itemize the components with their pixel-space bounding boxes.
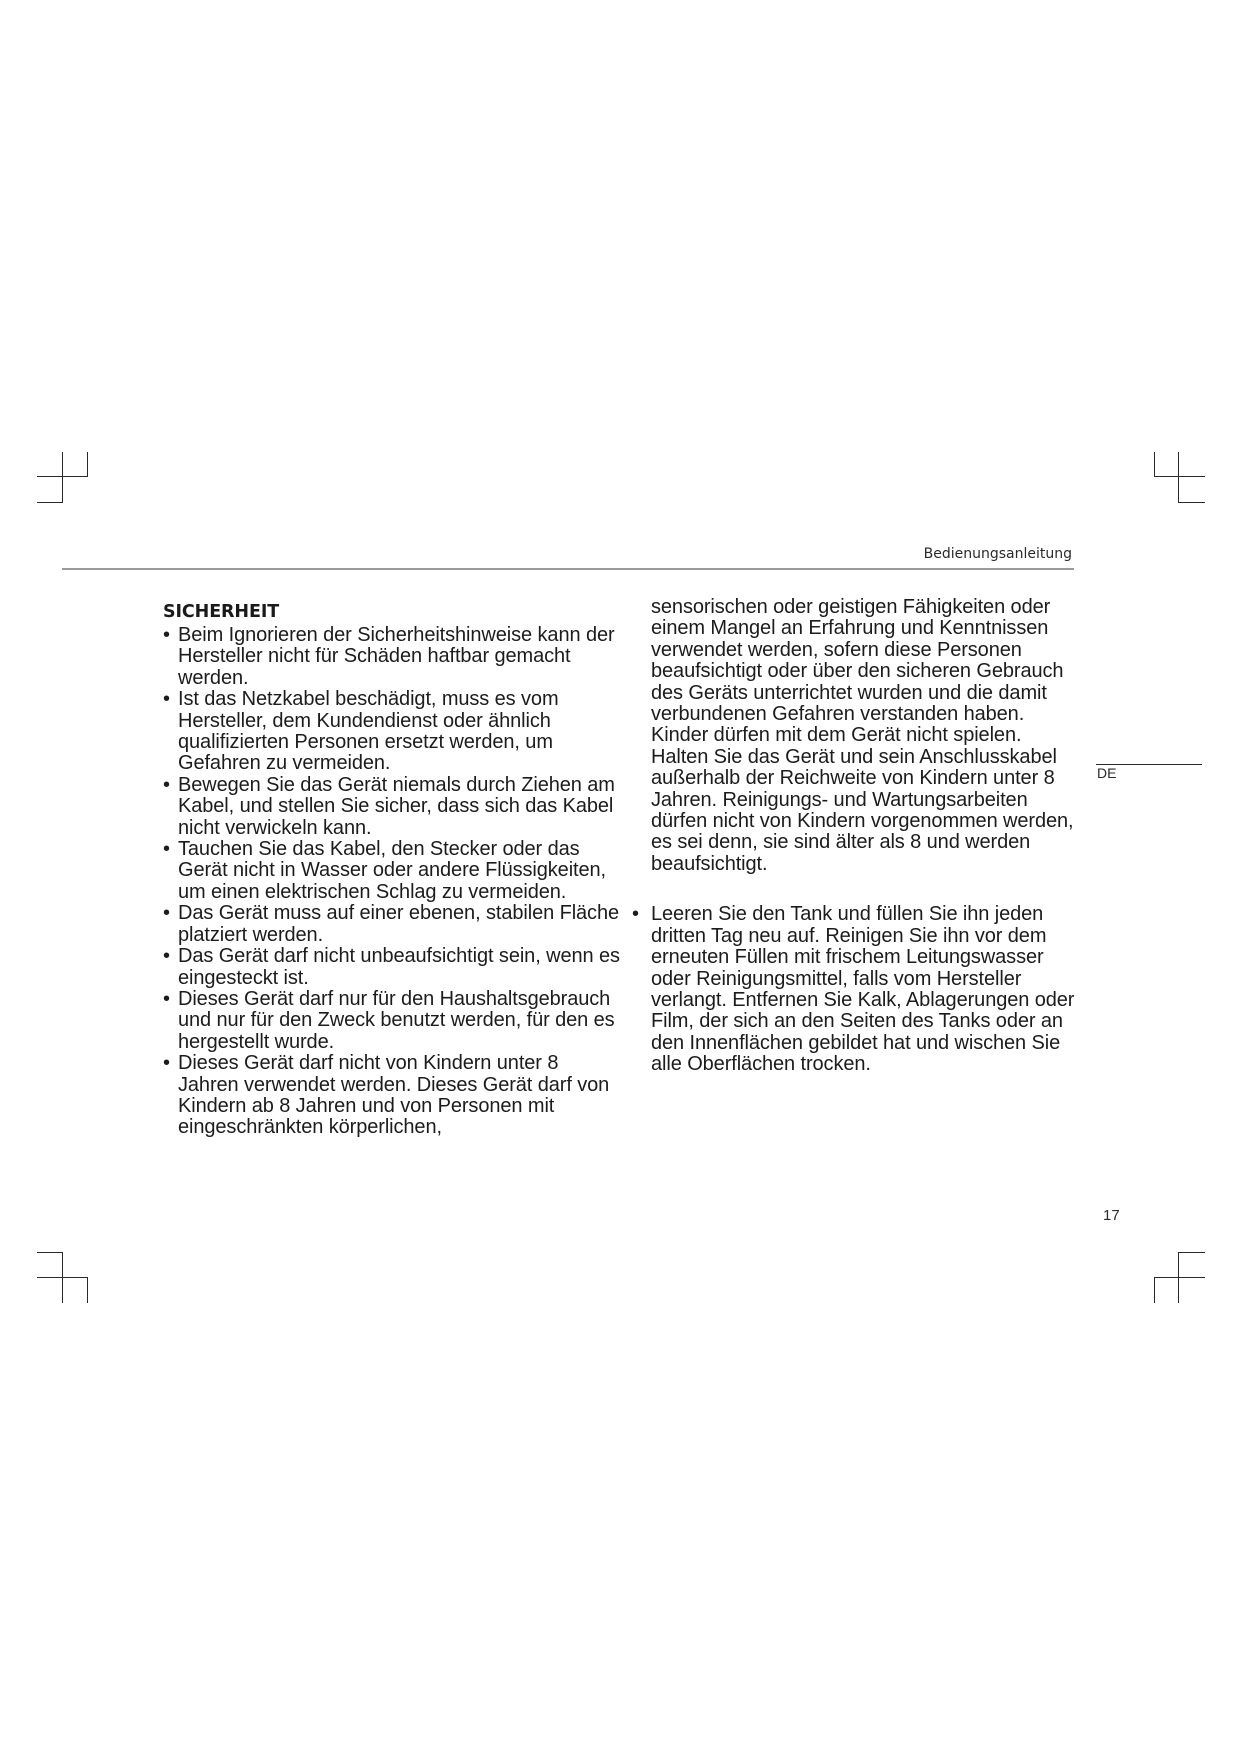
crop-mark-bottom-right-h [1154, 1277, 1205, 1278]
crop-mark-bottom-right-v2 [1154, 1277, 1155, 1303]
crop-mark-top-right-v2 [1154, 452, 1155, 477]
header-rule [62, 568, 1074, 570]
language-tab: DE [1097, 765, 1117, 781]
crop-mark-top-right-h2 [1178, 502, 1205, 503]
list-item: • Beim Ignorieren der Sicherheitshinweise kann der Hersteller nicht für Schäden haftbar gemacht werden. [163, 625, 623, 689]
left-column [163, 601, 623, 1139]
crop-mark-top-left-v [62, 452, 63, 503]
crop-mark-bottom-right-h2 [1178, 1252, 1205, 1253]
crop-mark-bottom-left-v2 [87, 1277, 88, 1303]
crop-mark-top-left-v2 [87, 452, 88, 477]
crop-mark-top-right-h [1154, 476, 1205, 477]
list-item: • Tauchen Sie das Kabel, den Stecker oder das Gerät nicht in Wasser oder andere Flüssigkeiten, um einen elektrischen Schlag zu vermeiden. [163, 839, 623, 903]
list-item: • Dieses Gerät darf nicht von Kindern unter 8 Jahren verwendet werden. Dieses Gerät darf von Kindern ab 8 Jahren und von Personen mit eingeschränkten körperlichen, [163, 1053, 623, 1139]
crop-mark-top-left-h2 [37, 502, 63, 503]
crop-mark-bottom-left-h2 [37, 1252, 63, 1253]
safety-list-right [632, 904, 1082, 1075]
page-number: 17 [1103, 1207, 1120, 1224]
list-item: • Das Gerät darf nicht unbeaufsichtigt sein, wenn es eingesteckt ist. [163, 946, 623, 989]
list-item-continuation: sensorischen oder geistigen Fähigkeiten oder einem Mangel an Erfahrung und Kenntnissen verwendet werden, sofern diese Personen beaufsichtigt oder über den sicheren Gebrauch des Geräts unterrichtet wurden und die damit verbundenen Gefahren verstanden haben. Kinder dürfen mit dem Gerät nicht spielen. Halten Sie das Gerät und sein Anschlusskabel außerhalb der Reichweite von Kindern unter 8 Jahren. Reinigungs- und Wartungsarbeiten dürfen nicht von Kindern vorgenommen werden, es sei denn, sie sind älter als 8 und werden beaufsichtigt. [651, 596, 1074, 875]
crop-mark-top-right-v [1178, 452, 1179, 503]
safety-list-left [163, 625, 623, 1139]
section-title: SICHERHEIT [163, 602, 280, 622]
crop-mark-bottom-right-v [1178, 1252, 1179, 1303]
crop-mark-bottom-left-v [62, 1252, 63, 1303]
list-item: • Das Gerät muss auf einer ebenen, stabilen Fläche platziert werden. [163, 903, 623, 946]
list-item: • Ist das Netzkabel beschädigt, muss es vom Hersteller, dem Kundendienst oder ähnlich qualifizierten Personen ersetzt werden, um Gefahren zu vermeiden. [163, 689, 623, 775]
list-item: • Leeren Sie den Tank und füllen Sie ihn jeden dritten Tag neu auf. Reinigen Sie ihn vor dem erneuten Füllen mit frischem Leitungswasser oder Reinigungsmittel, falls vom Hersteller verlangt. Entfernen Sie Kalk, Ablagerungen oder Film, der sich an den Seiten des Tanks oder an den Innenflächen gebildet hat und wischen Sie alle Oberflächen trocken. [632, 904, 1082, 1075]
list-item: • Dieses Gerät darf nur für den Haushaltsgebrauch und nur für den Zweck benutzt werden, für den es hergestellt wurde. [163, 989, 623, 1053]
right-column [632, 597, 1082, 1076]
header-title: Bedienungsanleitung [923, 546, 1072, 562]
list-item: • Bewegen Sie das Gerät niemals durch Ziehen am Kabel, und stellen Sie sicher, dass sich das Kabel nicht verwickeln kann. [163, 775, 623, 839]
